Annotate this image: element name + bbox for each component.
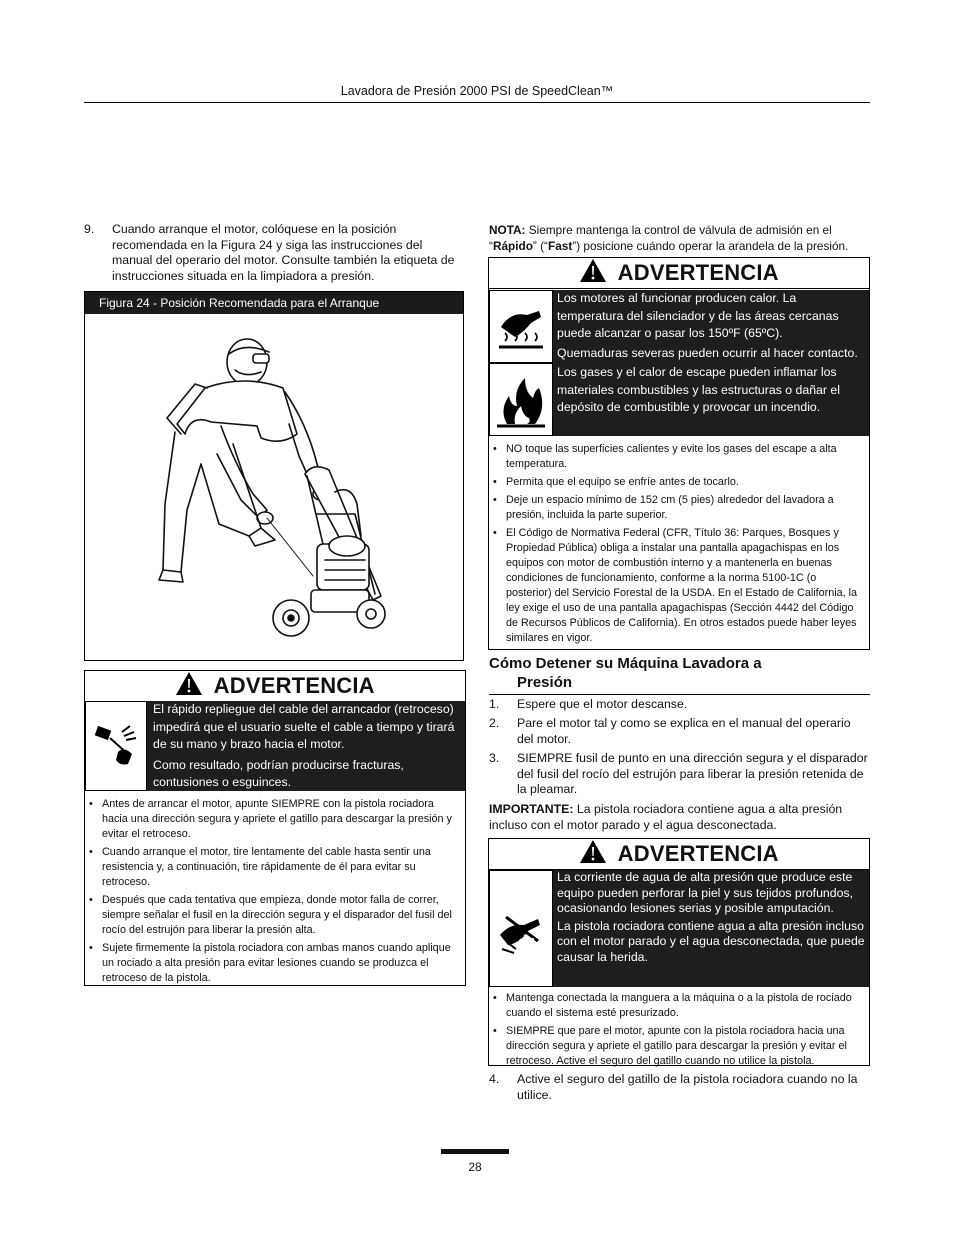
section-heading-line-1: Cómo Detener su Máquina Lavadora a bbox=[489, 655, 762, 672]
warning-hazard-panel bbox=[489, 290, 869, 436]
step-number: 2. bbox=[489, 716, 500, 730]
warning-recoil bbox=[84, 670, 466, 986]
hazard-text-2: La pistola rociadora contiene agua a alta presión incluso con el motor parado y el agua desconectada, que puede causar la herida. bbox=[557, 918, 865, 964]
nota-fast: Fast bbox=[548, 239, 573, 253]
hazard-text-3: Los gases y el calor de escape pueden inflamar los materiales combustibles y las estructuras o dañar el depósito de combustible y provocar un incendio. bbox=[557, 365, 840, 414]
hot-surface-hand-icon bbox=[489, 290, 553, 363]
section-heading bbox=[489, 654, 870, 692]
hazard-text-1: El rápido repliegue del cable del arrancador (retroceso) impedirá que el usuario suelte el cable a tiempo y tirará de su mano y brazo hacia el motor. bbox=[153, 702, 455, 751]
fire-flame-icon bbox=[489, 363, 553, 436]
warning-hazard-panel bbox=[85, 701, 465, 791]
nota-rapido: Rápido bbox=[492, 239, 533, 253]
warning-precautions-list bbox=[489, 442, 863, 649]
hazard-text-2: Quemaduras severas pueden ocurrir al hacer contacto. bbox=[557, 345, 858, 360]
important-label: IMPORTANTE: bbox=[489, 802, 574, 816]
nota-quote-open: “ bbox=[489, 239, 493, 253]
step-number: 1. bbox=[489, 697, 500, 711]
hazard-text-2: Como resultado, podrían producirse fracturas, contusiones o esguinces. bbox=[153, 757, 404, 789]
stop-step-3 bbox=[489, 751, 870, 799]
warning-triangle-icon bbox=[579, 839, 607, 869]
list-item: • NO toque las superficies calientes y evite los gases del escape a alta temperatura. bbox=[489, 442, 863, 472]
step-text: Espere que el motor descanse. bbox=[517, 697, 688, 711]
list-item: • Deje un espacio mínimo de 152 cm (5 pies) alrededor del lavadora a presión, incluida la parte superior. bbox=[489, 493, 863, 523]
warning-title: ADVERTENCIA bbox=[213, 673, 375, 698]
page-number: 28 bbox=[468, 1160, 482, 1174]
warning-header bbox=[489, 839, 869, 870]
page-number-tab bbox=[441, 1149, 509, 1154]
warning-hazard-text bbox=[557, 290, 863, 417]
nota-paragraph bbox=[489, 222, 874, 254]
hazard-text-1: La corriente de agua de alta presión que produce este equipo pueden perforar la piel y sus tejidos profundos, ocasionando lesiones serias y posible amputación. bbox=[557, 870, 854, 915]
stop-step-4 bbox=[489, 1072, 870, 1104]
important-text: La pistola rociadora contiene agua a alta presión incluso con el motor parado y el agua desconectada. bbox=[489, 802, 843, 832]
step-9 bbox=[84, 222, 462, 286]
list-item: • Antes de arrancar el motor, apunte SIEMPRE con la pistola rociadora hacia una dirección segura y apriete el gatillo para descargar la presión y evitar el retroceso. bbox=[85, 797, 459, 842]
step-text: Cuando arranque el motor, colóquese en la posición recomendada en la Figura 24 y siga las instrucciones del manual del operario del motor. Consulte también la etiqueta de instrucciones situada en la limpiadora a presión. bbox=[112, 222, 455, 283]
recoil-hand-icon bbox=[85, 701, 147, 791]
list-item: • Mantenga conectada la manguera a la máquina o a la pistola de rociado cuando el sistema esté presurizado. bbox=[489, 991, 863, 1021]
warning-header bbox=[85, 671, 465, 702]
figure-starting-position-illustration bbox=[85, 314, 463, 660]
list-item: • Permita que el equipo se enfríe antes de tocarlo. bbox=[489, 475, 863, 490]
step-number: 3. bbox=[489, 751, 500, 765]
important-note bbox=[489, 802, 870, 833]
hazard-text-1: Los motores al funcionar producen calor. La temperatura del silenciador y de las áreas cercanas puede alcanzar o pasar los 150ºF (65ºC). bbox=[557, 291, 839, 340]
warning-injection bbox=[488, 838, 870, 1066]
warning-precautions-list bbox=[85, 797, 459, 989]
step-text: Active el seguro del gatillo de la pistola rociadora cuando no la utilice. bbox=[517, 1072, 858, 1102]
warning-hazard-panel bbox=[489, 870, 869, 987]
list-item: • Después que cada tentativa que empieza, donde motor falla de correr, siempre señalar el fusil en la dirección segura y el disparador del fusil del rocío del estrujón para liberar la presión alta. bbox=[85, 893, 459, 938]
step-text: Pare el motor tal y como se explica en el manual del operario del motor. bbox=[517, 716, 851, 746]
stop-step-2 bbox=[489, 716, 870, 748]
nota-text-2: ”) posicione cuándo operar la arandela de la presión. bbox=[572, 239, 849, 253]
warning-hazard-text bbox=[557, 870, 865, 965]
warning-hot-surface bbox=[488, 257, 870, 650]
nota-label: NOTA: bbox=[489, 223, 526, 237]
warning-hazard-text bbox=[153, 701, 457, 792]
list-item: • Cuando arranque el motor, tire lentamente del cable hasta sentir una resistencia y, a continuación, tire rápidamente de él para evitar su retroceso. bbox=[85, 845, 459, 890]
step-number: 9. bbox=[84, 222, 95, 236]
nota-text-1: Siempre mantenga la control de válvula de admisión en el bbox=[525, 223, 832, 237]
page-header-title: Lavadora de Presión 2000 PSI de SpeedClean™ bbox=[340, 84, 614, 98]
injection-hand-icon bbox=[489, 870, 553, 987]
nota-quote-mid: ” (“ bbox=[532, 239, 548, 253]
warning-precautions-list bbox=[489, 991, 863, 1072]
warning-title: ADVERTENCIA bbox=[617, 841, 779, 866]
section-heading-line-2: Presión bbox=[517, 674, 573, 691]
warning-triangle-icon bbox=[175, 671, 203, 701]
warning-triangle-icon bbox=[579, 258, 607, 288]
figure-caption: Figura 24 - Posición Recomendada para el Arranque bbox=[85, 292, 463, 314]
list-item: • El Código de Normativa Federal (CFR, Título 36: Parques, Bosques y Propiedad Pública) obliga a instalar una pantalla apagachispas en los equipos con motor de combustión interno y a mantenerla en buenas condiciones de funcionamiento, conforme a la norma 5100-1C (o posterior) del Servicio Forestal de la USDA. En el Estado de California, la ley exige el uso de una pantalla apagachispas (Sección 4442 del Código de Recursos Públicos de California). En otros estados puede haber leyes similares en vigor. bbox=[489, 526, 863, 646]
warning-title: ADVERTENCIA bbox=[617, 260, 779, 285]
figure-24 bbox=[84, 291, 464, 661]
stop-step-1 bbox=[489, 697, 870, 713]
section-heading-rule bbox=[489, 694, 870, 695]
header-rule bbox=[84, 102, 870, 103]
step-number: 4. bbox=[489, 1072, 500, 1086]
warning-header bbox=[489, 258, 869, 289]
step-text: SIEMPRE fusil de punto en una dirección segura y el disparador del fusil del rocío del estrujón para liberar la presión retenida de la pleamar. bbox=[517, 751, 868, 796]
list-item: • Sujete firmemente la pistola rociadora con ambas manos cuando aplique un rociado a alta presión para evitar lesiones cuando se produzca el retroceso de la pistola. bbox=[85, 941, 459, 986]
list-item: • SIEMPRE que pare el motor, apunte con la pistola rociadora hacia una dirección segura y apriete el gatillo para descargar la presión y evitar el retroceso. Active el seguro del gatillo cuando no utilice la pistola. bbox=[489, 1024, 863, 1069]
